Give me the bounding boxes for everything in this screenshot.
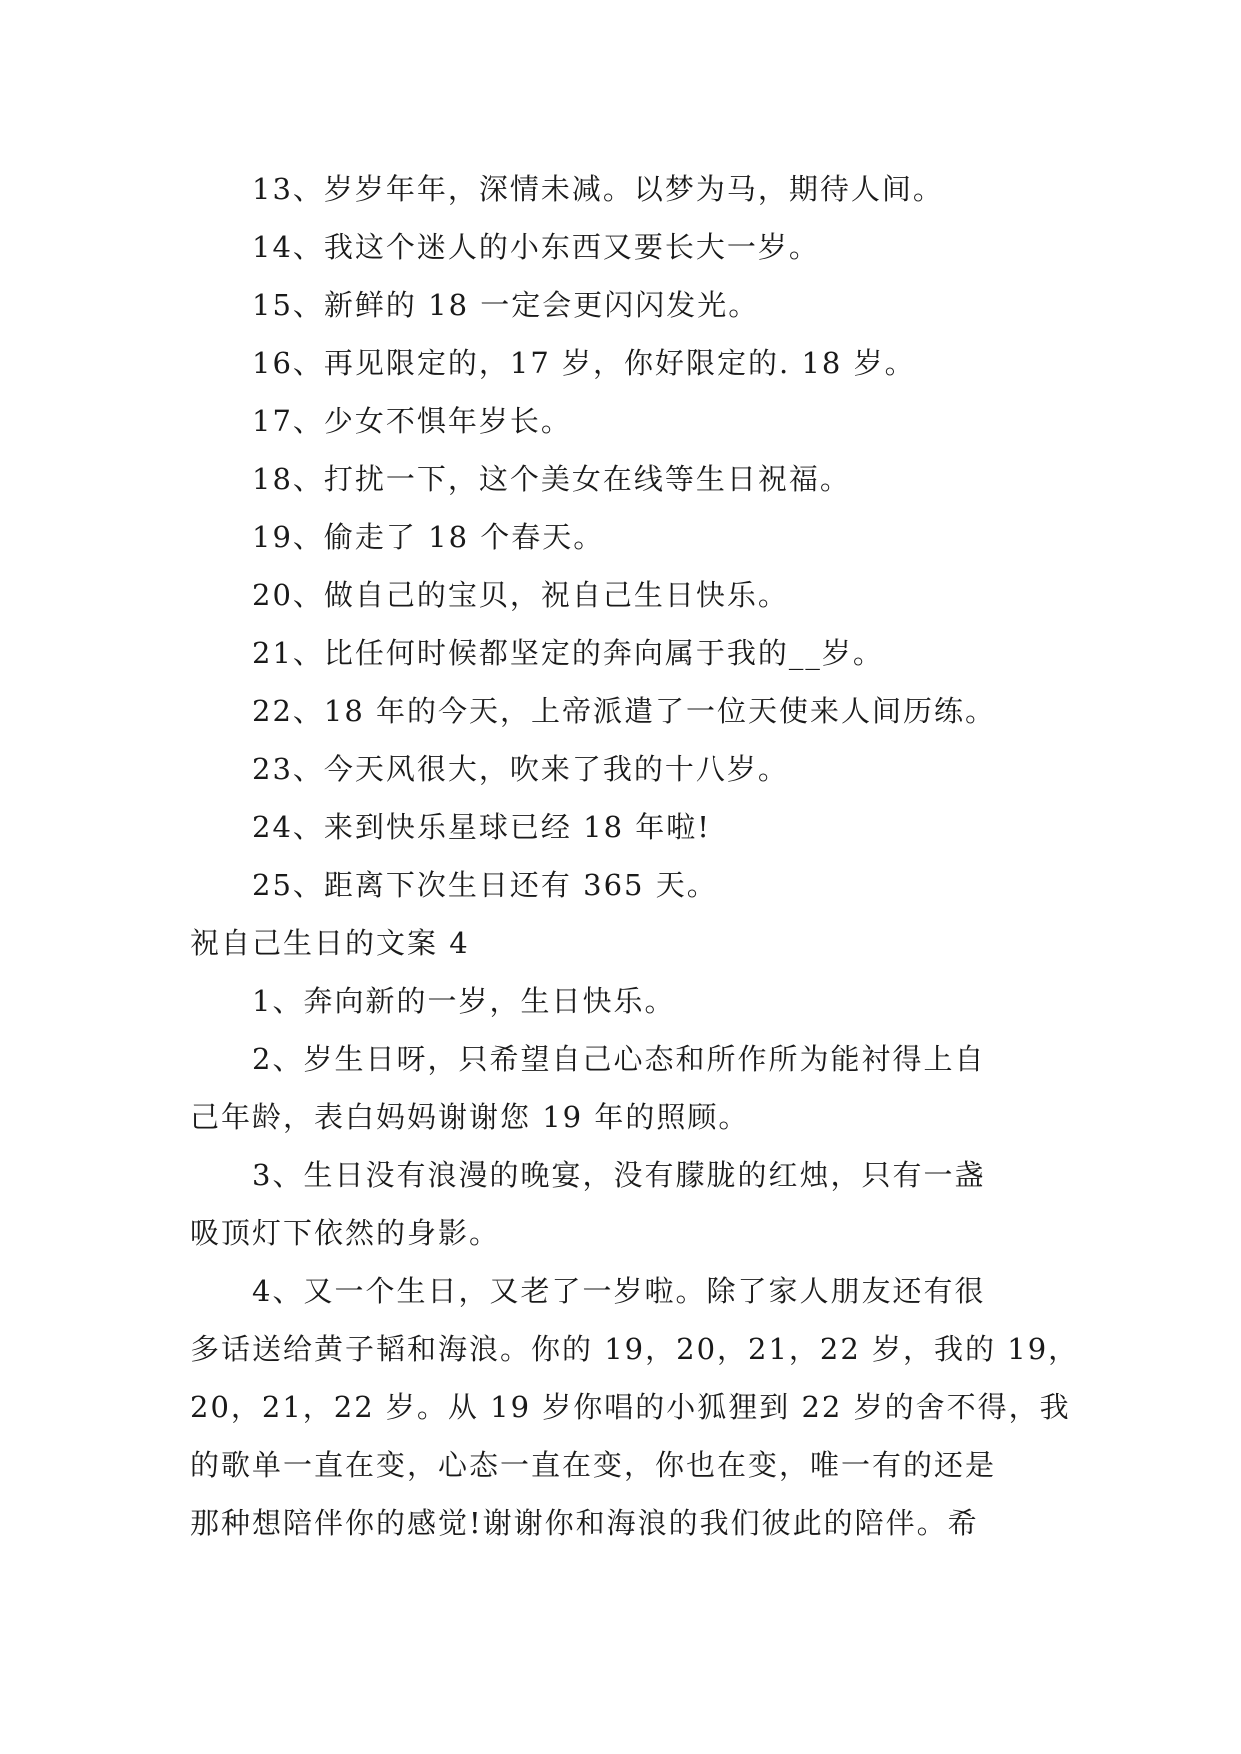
list-item: 24、来到快乐星球已经 18 年啦! <box>252 810 711 844</box>
section-item <box>190 972 1060 1030</box>
section-item-line: 的歌单一直在变，心态一直在变，你也在变，唯一有的还是 <box>190 1448 997 1482</box>
section-item-line: 3、生日没有浪漫的晚宴，没有朦胧的红烛，只有一盏 <box>252 1158 986 1192</box>
section-item-line: 20，21，22 岁。从 19 岁你唱的小狐狸到 22 岁的舍不得，我 <box>190 1390 1071 1424</box>
section-item-line: 多话送给黄子韬和海浪。你的 19，20，21，22 岁，我的 19， <box>190 1332 1080 1366</box>
list-item: 15、新鲜的 18 一定会更闪闪发光。 <box>252 288 760 322</box>
section-item-line: 4、又一个生日，又老了一岁啦。除了家人朋友还有很 <box>252 1274 986 1308</box>
list-item: 25、距离下次生日还有 365 天。 <box>252 868 718 902</box>
list-item: 14、我这个迷人的小东西又要长大一岁。 <box>252 230 820 264</box>
list-item: 21、比任何时候都坚定的奔向属于我的__岁。 <box>252 636 884 670</box>
section-item <box>190 1146 1060 1262</box>
list-item: 23、今天风很大，吹来了我的十八岁。 <box>252 752 789 786</box>
list-item: 16、再见限定的，17 岁，你好限定的. 18 岁。 <box>252 346 916 380</box>
section-item <box>190 1262 1080 1552</box>
list-item: 19、偷走了 18 个春天。 <box>252 520 605 554</box>
section-item-line: 那种想陪伴你的感觉!谢谢你和海浪的我们彼此的陪伴。希 <box>190 1506 979 1540</box>
list-item: 20、做自己的宝贝，祝自己生日快乐。 <box>252 578 789 612</box>
list-item: 17、少女不惧年岁长。 <box>252 404 572 438</box>
wish-list-section <box>190 972 1080 1552</box>
section-item-line: 吸顶灯下依然的身影。 <box>190 1216 501 1250</box>
section-item-line: 己年龄，表白妈妈谢谢您 19 年的照顾。 <box>190 1100 750 1134</box>
wish-list-top <box>190 160 1060 914</box>
section-item-line: 2、岁生日呀，只希望自己心态和所作所为能衬得上自 <box>252 1042 986 1076</box>
section-item-line: 1、奔向新的一岁，生日快乐。 <box>252 984 676 1018</box>
section-item <box>190 1030 1060 1146</box>
document-body <box>190 160 1080 1552</box>
list-item: 22、18 年的今天，上帝派遣了一位天使来人间历练。 <box>252 694 997 728</box>
list-item: 13、岁岁年年，深情未减。以梦为马，期待人间。 <box>252 172 944 206</box>
section-heading: 祝自己生日的文案 4 <box>190 926 470 960</box>
list-item: 18、打扰一下，这个美女在线等生日祝福。 <box>252 462 851 496</box>
